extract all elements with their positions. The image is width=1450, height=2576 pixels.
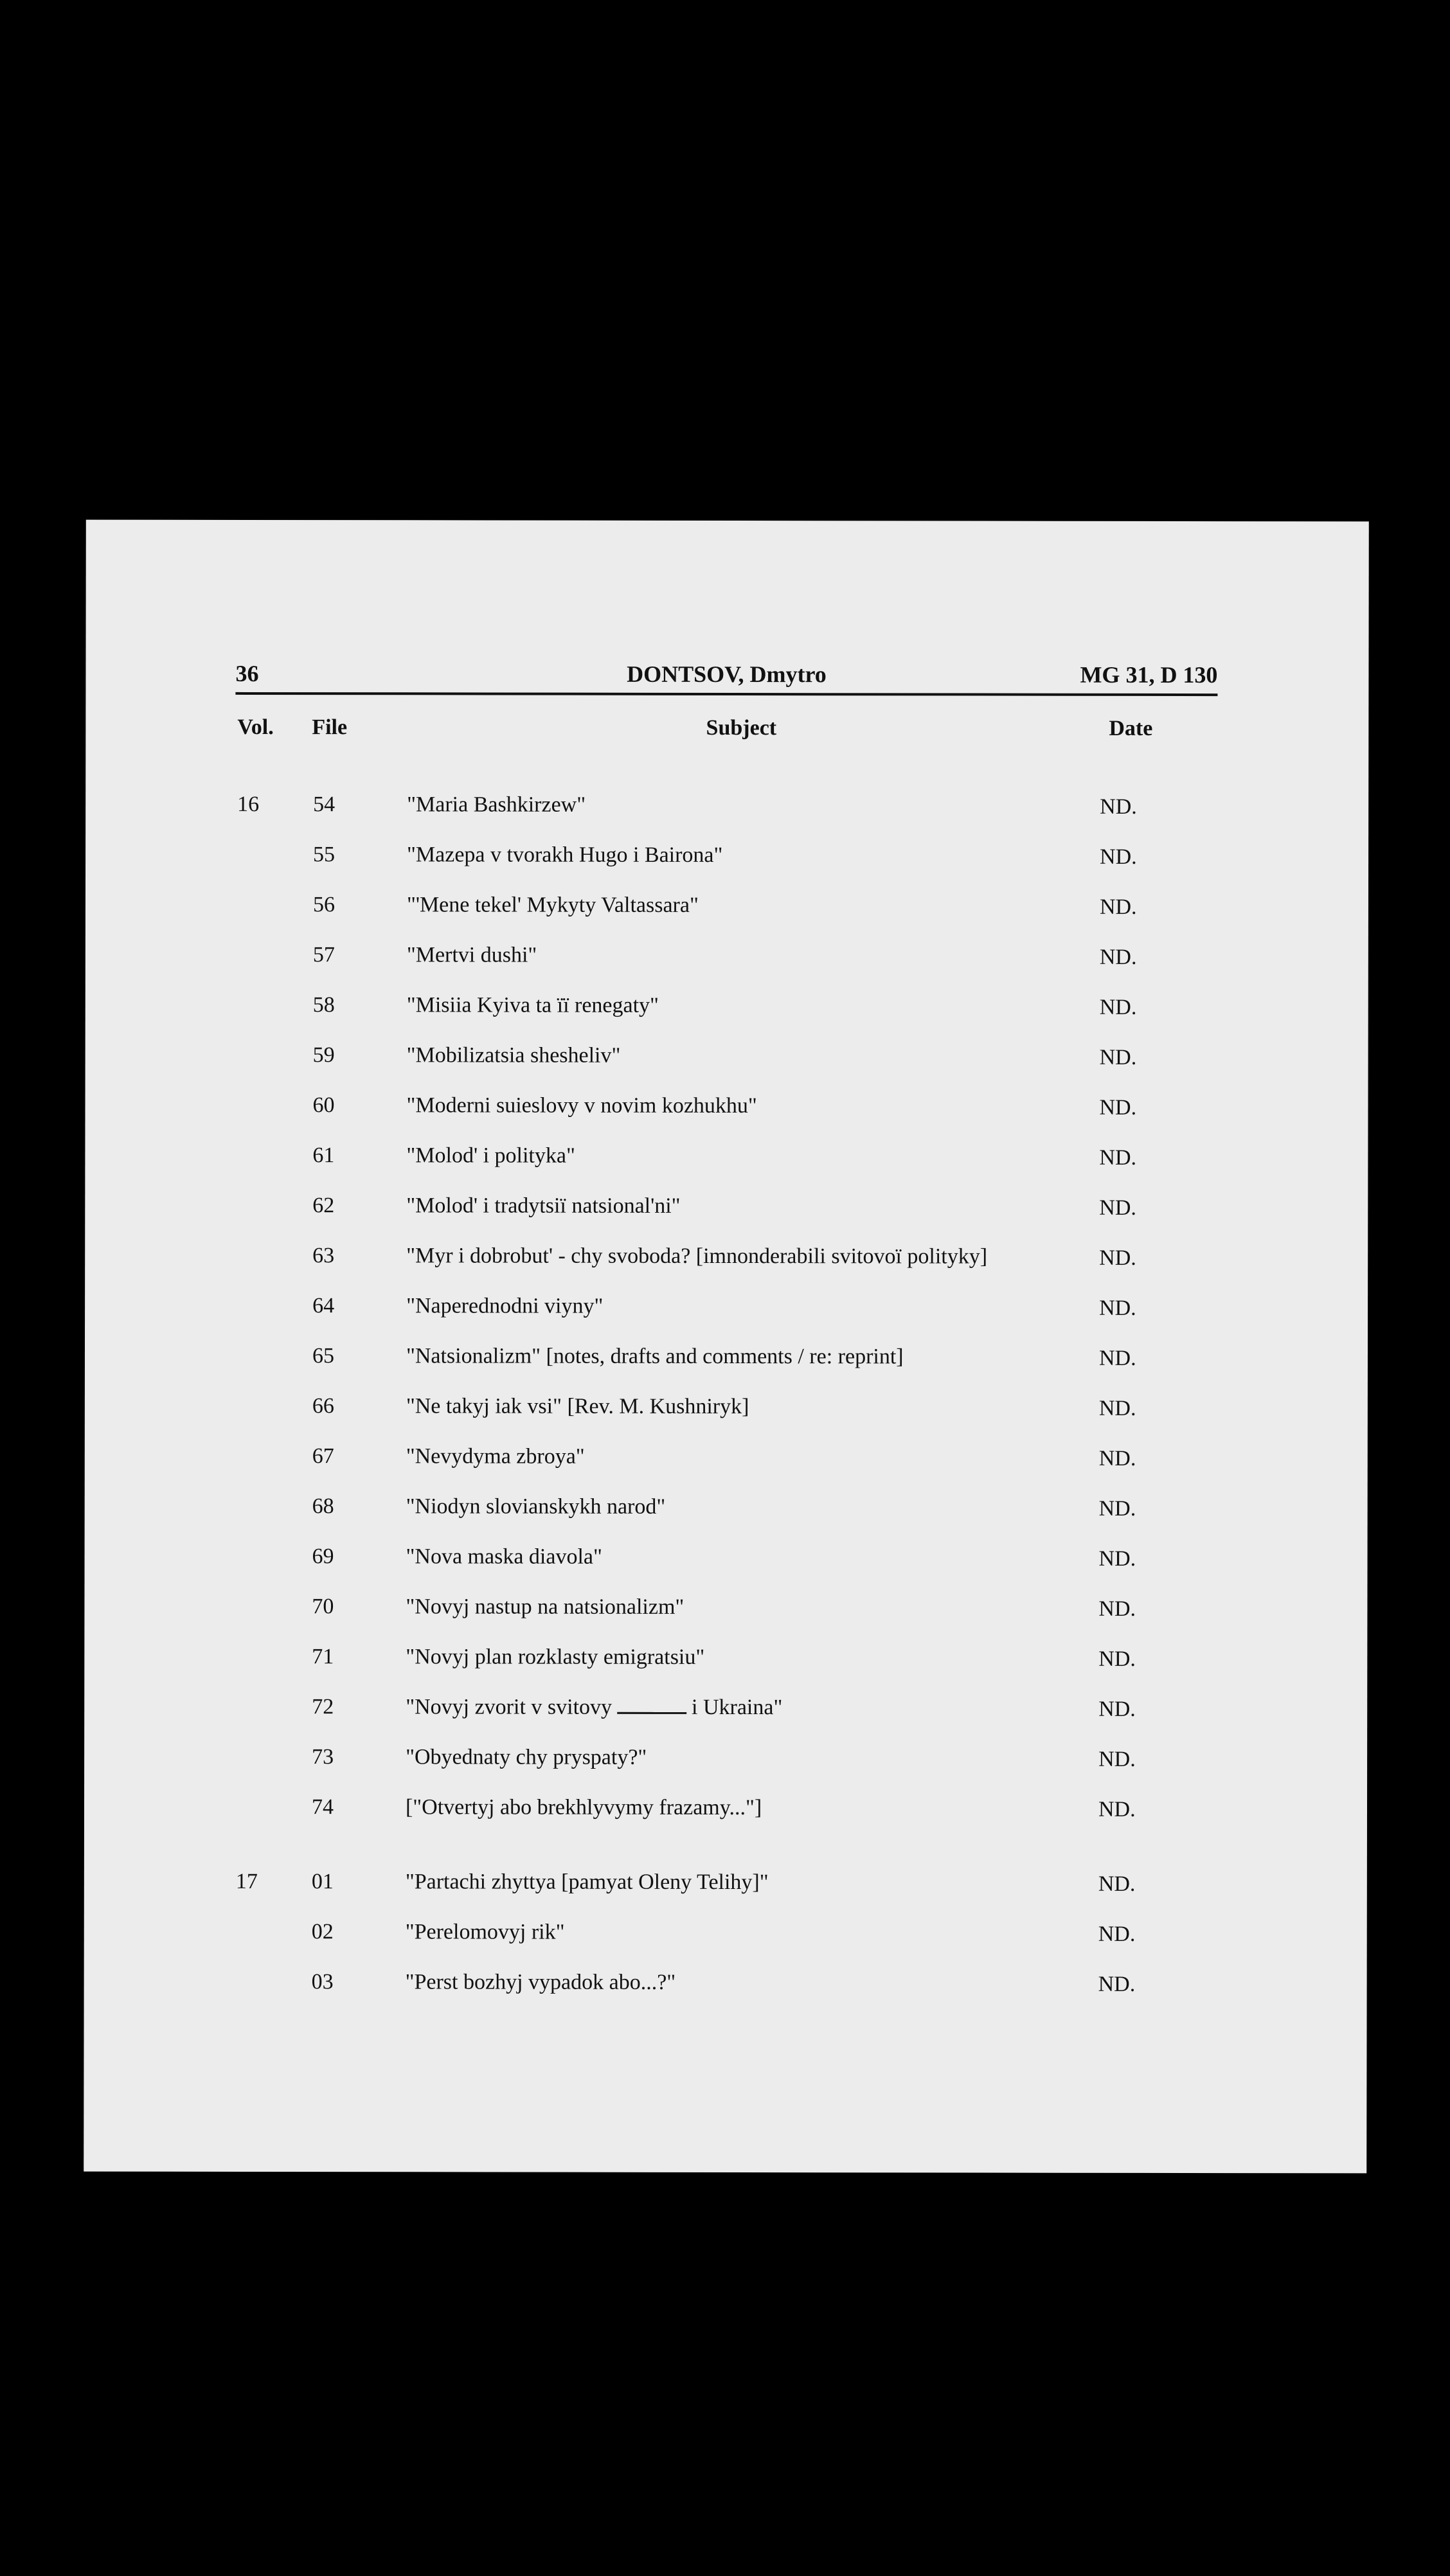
subject-cell: "Natsionalizm" [notes, drafts and comments / re: reprint] [406, 1344, 904, 1369]
file-cell: 58 [312, 993, 335, 1017]
table-row [84, 1595, 1367, 1635]
table-row [85, 1093, 1368, 1134]
file-cell: 68 [312, 1494, 334, 1519]
page-number: 36 [235, 660, 259, 686]
table-row [84, 1695, 1367, 1735]
table-row [85, 993, 1368, 1033]
subject-cell: "Ne takyj iak vsi" [Rev. M. Kushniryk] [406, 1394, 749, 1419]
subject-cell: "Niodyn slovianskykh narod" [406, 1494, 666, 1519]
table-row [85, 893, 1368, 933]
document-page [84, 520, 1369, 2174]
subject-cell: "'Mene tekel' Mykyty Valtassara" [406, 893, 699, 917]
file-cell: 74 [311, 1795, 334, 1820]
subject-cell: ["Otvertyj abo brekhlyvymy frazamy..."] [405, 1795, 762, 1820]
date-cell: ND. [1098, 1697, 1136, 1721]
date-cell: ND. [1098, 1446, 1136, 1471]
file-cell: 55 [313, 843, 336, 867]
subject-cell: "Novyj plan rozklasty emigratsiu" [406, 1645, 705, 1669]
subject-text-before-blank: "Novyj zvorit v svitovy [406, 1695, 613, 1719]
date-cell: ND. [1098, 1647, 1136, 1671]
subject-cell: "Myr i dobrobut' - chy svoboda? [imnonderabili svitovoï polityky] [406, 1244, 988, 1269]
file-cell: 67 [312, 1444, 334, 1469]
date-cell: ND. [1099, 895, 1137, 919]
date-cell: ND. [1098, 1597, 1136, 1621]
subject-cell: "Mertvi dushi" [406, 943, 537, 967]
column-header-file: File [312, 715, 348, 740]
file-cell: 69 [312, 1544, 334, 1569]
date-cell: ND. [1099, 1045, 1137, 1069]
subject-cell [406, 1695, 782, 1720]
file-cell: 01 [311, 1870, 334, 1894]
file-cell: 63 [312, 1244, 335, 1268]
table-row [84, 1870, 1367, 1910]
table-row [85, 1394, 1368, 1435]
column-header-subject: Subject [706, 715, 777, 740]
date-cell: ND. [1099, 945, 1137, 969]
file-cell: 59 [312, 1043, 335, 1068]
date-cell: ND. [1100, 794, 1137, 819]
subject-cell: "Maria Bashkirzew" [407, 792, 586, 817]
subject-cell: "Nova maska diavola" [406, 1544, 602, 1569]
date-cell: ND. [1098, 1972, 1136, 1996]
date-cell: ND. [1098, 1922, 1136, 1946]
subject-cell: "Perst bozhyj vypadok abo...?" [405, 1970, 676, 1994]
subject-text-after-blank: i Ukraina" [692, 1695, 783, 1720]
date-cell: ND. [1099, 1095, 1137, 1120]
date-cell: ND. [1098, 1396, 1136, 1420]
subject-cell: "Naperednodni viyny" [406, 1294, 604, 1318]
table-row [84, 1920, 1367, 1960]
table-row [84, 1544, 1367, 1585]
table-row [85, 1444, 1368, 1485]
date-cell: ND. [1099, 1246, 1136, 1270]
column-header-date: Date [1109, 716, 1153, 740]
table-row [85, 1143, 1368, 1184]
subject-cell: "Misiia Kyiva ta ïï renegaty" [406, 993, 659, 1017]
date-cell: ND. [1099, 1296, 1136, 1320]
subject-cell: "Novyj nastup na natsionalizm" [406, 1595, 685, 1619]
date-cell: ND. [1099, 1145, 1137, 1170]
table-row [85, 1344, 1368, 1384]
table-row [84, 1645, 1367, 1685]
page-title: DONTSOV, Dmytro [627, 661, 827, 688]
date-cell: ND. [1098, 1747, 1136, 1771]
file-cell: 66 [312, 1394, 334, 1418]
subject-cell: "Obyednaty chy pryspaty?" [406, 1745, 647, 1769]
table-row [85, 1244, 1368, 1284]
file-cell: 54 [313, 792, 336, 817]
blank-line [617, 1706, 686, 1714]
table-row [85, 792, 1368, 833]
table-row [85, 843, 1368, 883]
file-cell: 65 [312, 1344, 335, 1368]
vol-cell: 16 [237, 792, 260, 816]
table-row [84, 1795, 1367, 1836]
table-row [85, 1294, 1368, 1334]
date-cell: ND. [1099, 995, 1137, 1019]
table-row [85, 1494, 1368, 1535]
file-cell: 72 [312, 1695, 334, 1719]
date-cell: ND. [1099, 1195, 1136, 1220]
file-cell: 61 [312, 1143, 335, 1168]
reference-code: MG 31, D 130 [1080, 661, 1218, 688]
date-cell: ND. [1098, 1797, 1136, 1821]
subject-cell: "Moderni suieslovy v novim kozhukhu" [406, 1093, 757, 1118]
table-row [84, 1745, 1367, 1785]
date-cell: ND. [1100, 845, 1137, 869]
file-cell: 57 [312, 943, 335, 967]
date-cell: ND. [1098, 1872, 1136, 1896]
file-cell: 70 [312, 1595, 334, 1619]
file-cell: 03 [311, 1970, 334, 1994]
file-cell: 60 [312, 1093, 335, 1118]
subject-cell: "Partachi zhyttya [pamyat Oleny Telihy]" [405, 1870, 769, 1895]
table-row [85, 1043, 1368, 1084]
table-row [84, 1970, 1367, 2010]
date-cell: ND. [1098, 1546, 1136, 1571]
date-cell: ND. [1098, 1496, 1136, 1521]
file-cell: 62 [312, 1194, 335, 1218]
table-row [85, 1194, 1368, 1234]
column-header-vol: Vol. [237, 715, 274, 740]
subject-cell: "Mazepa v tvorakh Hugo i Bairona" [407, 843, 723, 867]
date-cell: ND. [1098, 1346, 1136, 1370]
subject-cell: "Molod' i polityka" [406, 1143, 575, 1168]
vol-cell: 17 [235, 1869, 258, 1893]
subject-cell: "Nevydyma zbroya" [406, 1444, 585, 1469]
subject-cell: "Molod' i tradytsiï natsional'ni" [406, 1194, 681, 1218]
file-cell: 73 [312, 1745, 334, 1769]
table-row [85, 943, 1368, 983]
file-cell: 56 [312, 893, 335, 917]
file-cell: 64 [312, 1294, 335, 1318]
subject-cell: "Mobilizatsia shesheliv" [406, 1043, 621, 1068]
file-cell: 71 [312, 1645, 334, 1669]
subject-cell: "Perelomovyj rik" [405, 1920, 565, 1944]
page-header [235, 660, 1217, 696]
file-cell: 02 [311, 1920, 334, 1944]
